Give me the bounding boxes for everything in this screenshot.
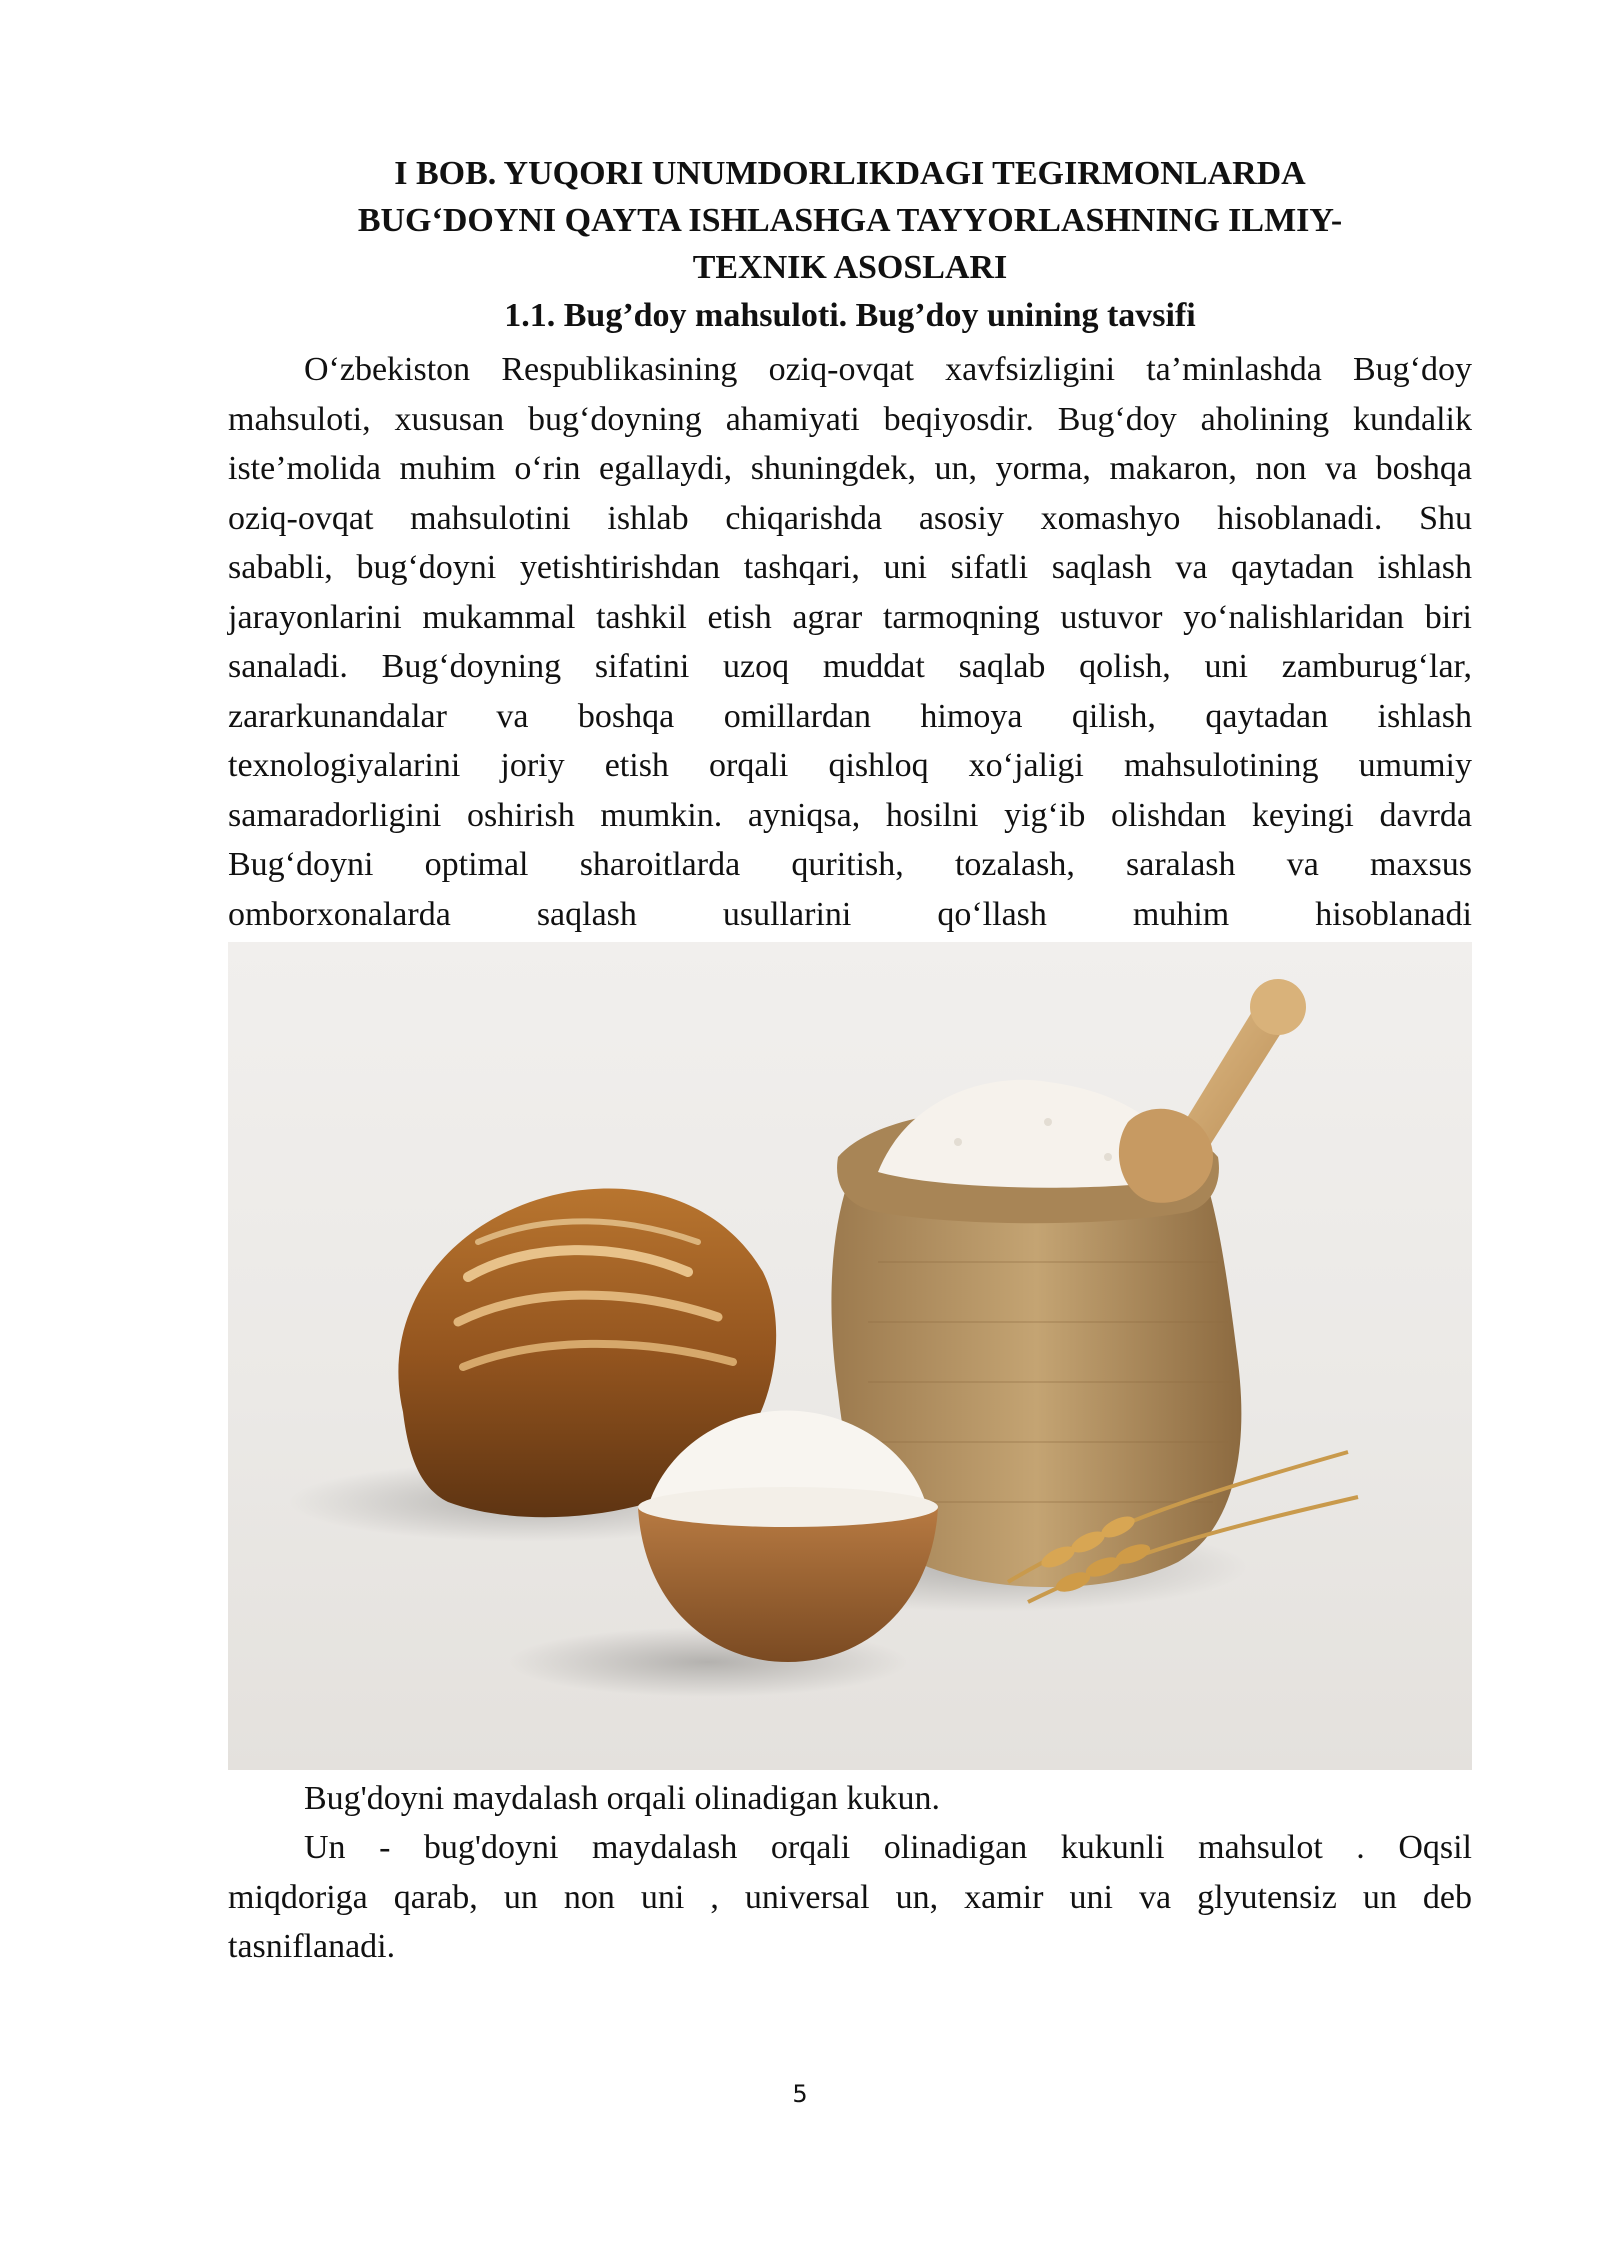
paragraph-line: omborxonalarda saqlash usullarini qo‘llash muhim hisoblanadi: [228, 895, 1472, 933]
paragraph-line: tasniflanadi.: [228, 1928, 396, 1965]
paragraph-line: sababli, bug‘doyni yetishtirishdan tashqari, uni sifatli saqlash va qaytadan ishlash: [228, 549, 1472, 586]
page-number: 5: [792, 2080, 808, 2108]
paragraph-line: miqdoriga qarab, un non uni , universal un, xamir uni va glyutensiz un deb: [228, 1878, 1472, 1916]
paragraph-line: Un - bug'doyni maydalash orqali olinadigan kukunli mahsulot . Oqsil: [304, 1829, 1472, 1866]
chapter-title-line-1: I BOB. YUQORI UNUMDORLIKDAGI TEGIRMONLARDA: [394, 155, 1306, 192]
paragraph-line: O‘zbekiston Respublikasining oziq-ovqat xavfsizligini ta’minlashda Bug‘doy: [304, 351, 1472, 388]
chapter-title-line-2: BUG‘DOYNI QAYTA ISHLASHGA TAYYORLASHNING ILMIY-: [357, 202, 1343, 239]
bread-and-flour-photo: [228, 942, 1472, 1770]
paragraph-line: Bug‘doyni optimal sharoitlarda quritish, tozalash, saralash va maxsus: [228, 846, 1472, 883]
paragraph-line: jarayonlarini mukammal tashkil etish agrar tarmoqning ustuvor yo‘nalishlaridan biri: [228, 598, 1472, 636]
chapter-title-line-3: TEXNIK ASOSLARI: [692, 249, 1008, 286]
paragraph-line: zararkunandalar va boshqa omillardan himoya qilish, qaytadan ishlash: [228, 697, 1472, 735]
flour-definition-paragraph: [228, 1823, 1472, 1972]
paragraph-line: iste’molida muhim o‘rin egallaydi, shuningdek, un, yorma, makaron, non va boshqa: [228, 450, 1472, 487]
section-title: 1.1. Bug’doy mahsuloti. Bug’doy unining tavsifi: [504, 297, 1196, 334]
paragraph-line: texnologiyalarini joriy etish orqali qishloq xo‘jaligi mahsulotining umumiy: [228, 747, 1472, 784]
paragraph-line: samaradorligini oshirish mumkin. ayniqsa, hosilni yig‘ib olishdan keyingi davrda: [228, 796, 1472, 834]
figure-caption: Bug'doyni maydalash orqali olinadigan kukun.: [304, 1780, 940, 1817]
paragraph-line: oziq-ovqat mahsulotini ishlab chiqarishda asosiy xomashyo hisoblanadi. Shu: [228, 499, 1472, 537]
intro-paragraph: [228, 345, 1472, 939]
paragraph-line: mahsuloti, xususan bug‘doyning ahamiyati beqiyosdir. Bug‘doy aholining kundalik: [228, 400, 1472, 438]
photo-illustration: [228, 942, 1472, 1770]
paragraph-line: sanaladi. Bug‘doyning sifatini uzoq muddat saqlab qolish, uni zamburug‘lar,: [228, 648, 1472, 685]
